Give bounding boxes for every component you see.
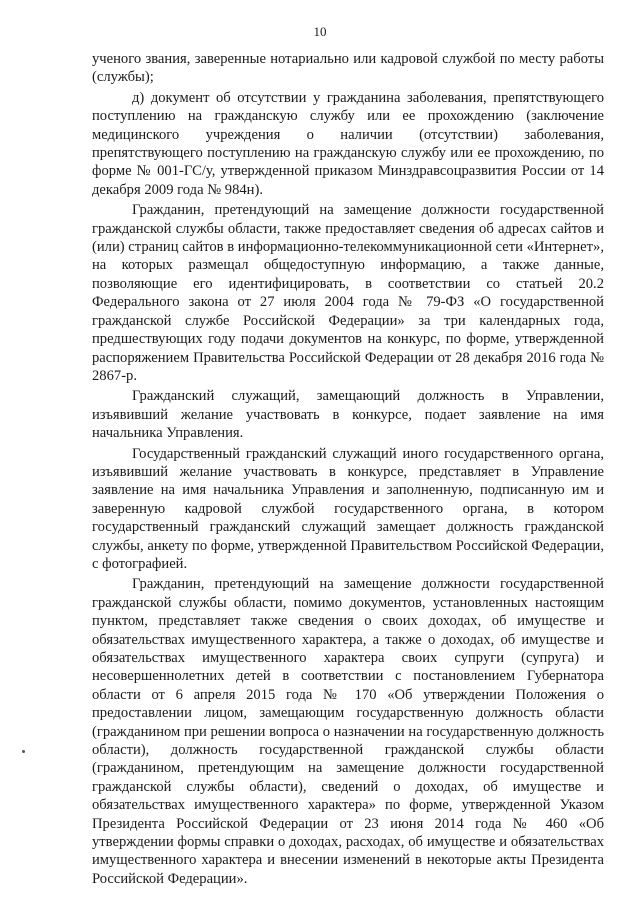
- page-number: 10: [313, 24, 327, 39]
- paragraph-continuation: ученого звания, заверенные нотариально или кадровой службой по месту работы (службы);: [92, 51, 604, 86]
- scan-artifact-dot: [22, 750, 25, 753]
- paragraph-other-agency-servant: Государственный гражданский служащий иного государственного органа, изъявивший желание участвовать в конкурсе, представляет в Управление заявление на имя начальника Управления и заполненную, подписанную им и заверенную кадровой службой государственного органа, в котором государственный гражданский служащий замещает должность гражданской службы, анкету по форме, утвержденной Правительством Российской Федерации, с фотографией.: [92, 445, 604, 572]
- paragraph-income-declaration: Гражданин, претендующий на замещение должности государственной гражданской службы области, помимо документов, установленных настоящим пунктом, представляет также сведения о своих доходах, об имуществе и обязательствах имущественного характера, а также о доходах, об имуществе и обязательствах имущественного характера своих супруги (супруга) и несовершеннолетних детей в соответствии с постановлением Губернатора области от 6 апреля 2015 года № 170 «Об утверждении Положения о предоставлении лицом, замещающим государственную должность области (гражданином при решении вопроса о назначении на государственную должность области), должность государственной гражданской службы области (гражданином, претендующим на замещение должности государственной гражданской службы области), сведений о доходах, об имуществе и обязательствах имущественного характера» по форме, утвержденной Указом Президента Российской Федерации от 23 июня 2014 года № 460 «Об утверждении формы справки о доходах, расходах, об имуществе и обязательствах имущественного характера и внесении изменений в некоторые акты Президента Российской Федерации».: [92, 576, 604, 887]
- document-body: [92, 50, 604, 890]
- paragraph-medical-document: д) документ об отсутствии у гражданина заболевания, препятствующего поступлению на гражданскую службу или ее прохождению (заключение медицинского учреждения о наличии (отсутствии) заболевания, препятствующего поступлению на гражданскую службу или ее прохождению, по форме № 001-ГС/у, утвержденной приказом Минздравсоцразвития России от 14 декабря 2009 года № 984н).: [92, 89, 604, 198]
- paragraph-internet-sites: Гражданин, претендующий на замещение должности государственной гражданской службы области, также предоставляет сведения об адресах сайтов и (или) страниц сайтов в информационно-телекоммуникационной сети «Интернет», на которых размещал общедоступную информацию, а также данные, позволяющие его идентифицировать, в соответствии со статьей 20.2 Федерального закона от 27 июля 2004 года № 79-ФЗ «О государственной гражданской службе Российской Федерации» за три календарных года, предшествующих году подачи документов на конкурс, по форме, утвержденной распоряжением Правительства Российской Федерации от 28 декабря 2016 года № 2867-р.: [92, 202, 604, 384]
- paragraph-civil-servant-application: Гражданский служащий, замещающий должность в Управлении, изъявивший желание участвовать в конкурсе, подает заявление на имя начальника Управления.: [92, 388, 604, 442]
